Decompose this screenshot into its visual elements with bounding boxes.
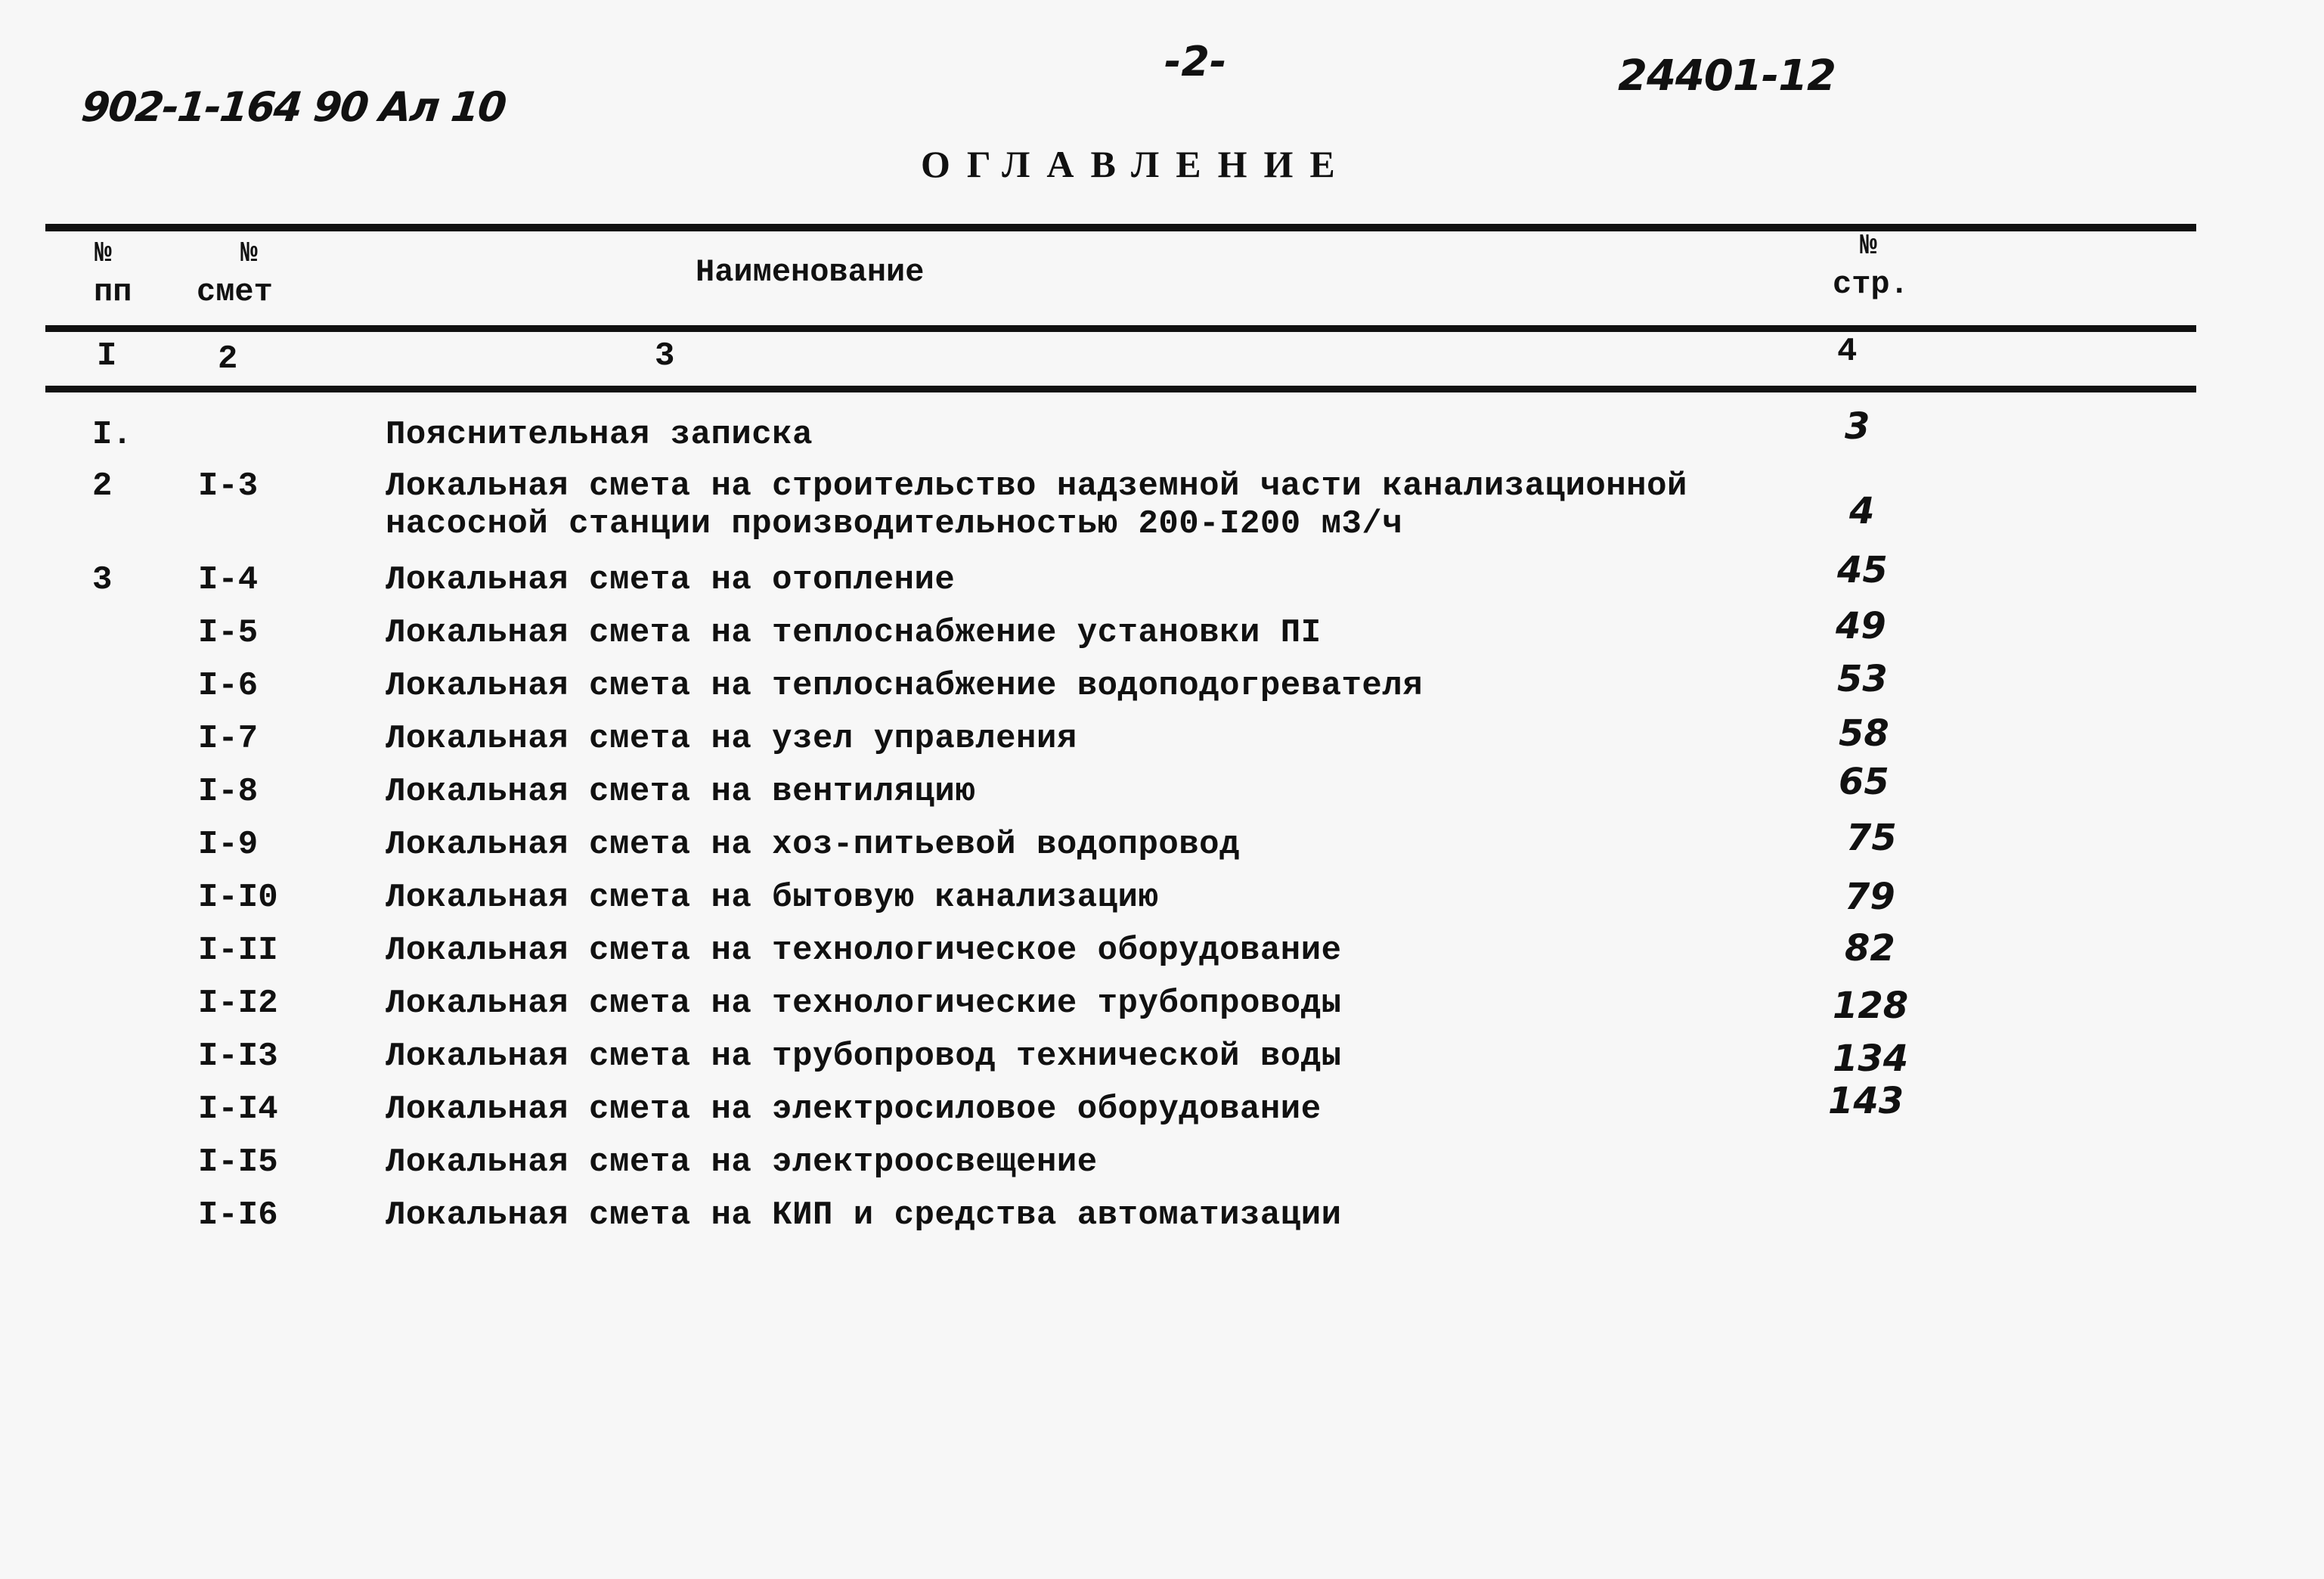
column-header-pp: пп bbox=[94, 274, 132, 310]
column-header-page: стр. bbox=[1833, 266, 1909, 302]
row-name: Локальная смета на технологические трубопроводы bbox=[386, 985, 1342, 1022]
row-page-number: 3 bbox=[1845, 405, 1870, 448]
row-name: Локальная смета на технологическое оборудование bbox=[386, 932, 1342, 969]
row-name: Пояснительная записка bbox=[386, 416, 813, 454]
row-name: Локальная смета на трубопровод технической воды bbox=[386, 1038, 1342, 1075]
row-smeta-number: I-9 bbox=[198, 826, 259, 864]
row-page-number: 53 bbox=[1837, 658, 1888, 700]
document-code: 902-1-164 90 Ал 10 bbox=[79, 83, 508, 131]
row-pp-number: I. bbox=[92, 416, 132, 454]
column-number-4: 4 bbox=[1837, 333, 1858, 371]
row-pp-number: 3 bbox=[92, 561, 113, 599]
row-smeta-number: I-I3 bbox=[198, 1038, 278, 1075]
row-smeta-number: I-5 bbox=[198, 614, 259, 652]
row-page-number: 128 bbox=[1833, 985, 1909, 1027]
column-number-2: 2 bbox=[218, 340, 238, 378]
row-name: Локальная смета на электроосвещение bbox=[386, 1143, 1098, 1181]
row-name: Локальная смета на теплоснабжение водоподогревателя bbox=[386, 667, 1424, 705]
row-page-number: 65 bbox=[1839, 761, 1889, 803]
row-name: Локальная смета на теплоснабжение установки ПI bbox=[386, 614, 1322, 652]
row-name: Локальная смета на бытовую канализацию bbox=[386, 879, 1159, 917]
row-page-number: 82 bbox=[1845, 927, 1895, 969]
column-header-smeta-no: № bbox=[240, 237, 258, 270]
row-smeta-number: I-6 bbox=[198, 667, 259, 705]
column-header-page-no: № bbox=[1860, 230, 1877, 262]
row-page-number: 45 bbox=[1837, 549, 1888, 591]
row-page-number: 79 bbox=[1845, 876, 1895, 918]
row-name: Локальная смета на узел управления bbox=[386, 720, 1077, 758]
column-header-pp-no: № bbox=[95, 237, 112, 270]
row-smeta-number: I-7 bbox=[198, 720, 259, 758]
row-smeta-number: I-II bbox=[198, 932, 278, 969]
column-header-smeta: смет bbox=[197, 274, 273, 310]
row-name: Локальная смета на хоз-питьевой водопровод bbox=[386, 826, 1240, 864]
row-smeta-number: I-8 bbox=[198, 773, 259, 811]
row-smeta-number: I-I5 bbox=[198, 1143, 278, 1181]
page-number: -2- bbox=[1164, 38, 1227, 85]
row-name-continuation: насосной станции производительностью 200-I200 м3/ч bbox=[386, 505, 1403, 543]
page-title: ОГЛАВЛЕНИЕ bbox=[921, 143, 1352, 185]
row-name: Локальная смета на вентиляцию bbox=[386, 773, 976, 811]
row-page-number: 58 bbox=[1839, 712, 1889, 755]
row-smeta-number: I-I6 bbox=[198, 1196, 278, 1234]
row-name: Локальная смета на электросиловое оборудование bbox=[386, 1090, 1322, 1128]
row-name: Локальная смета на отопление bbox=[386, 561, 956, 599]
row-smeta-number: I-I4 bbox=[198, 1090, 278, 1128]
document-number: 24401-12 bbox=[1618, 51, 1836, 101]
row-pp-number: 2 bbox=[92, 467, 113, 505]
row-smeta-number: I-I2 bbox=[198, 985, 278, 1022]
row-name: Локальная смета на КИП и средства автоматизации bbox=[386, 1196, 1342, 1234]
row-page-number: 75 bbox=[1846, 817, 1897, 859]
column-number-1: I bbox=[97, 337, 117, 375]
row-smeta-number: I-3 bbox=[198, 467, 259, 505]
row-page-number: 49 bbox=[1836, 605, 1886, 647]
row-smeta-number: I-I0 bbox=[198, 879, 278, 917]
row-name: Локальная смета на строительство надземной части канализационной bbox=[386, 467, 1687, 505]
column-header-name: Наименование bbox=[696, 254, 925, 290]
row-page-number: 4 bbox=[1849, 490, 1875, 532]
table-numbers-rule bbox=[45, 386, 2196, 392]
row-page-number: 143 bbox=[1828, 1080, 1904, 1122]
row-smeta-number: I-4 bbox=[198, 561, 259, 599]
table-header-rule bbox=[45, 325, 2196, 332]
column-number-3: 3 bbox=[655, 337, 675, 375]
row-page-number: 134 bbox=[1833, 1038, 1909, 1080]
